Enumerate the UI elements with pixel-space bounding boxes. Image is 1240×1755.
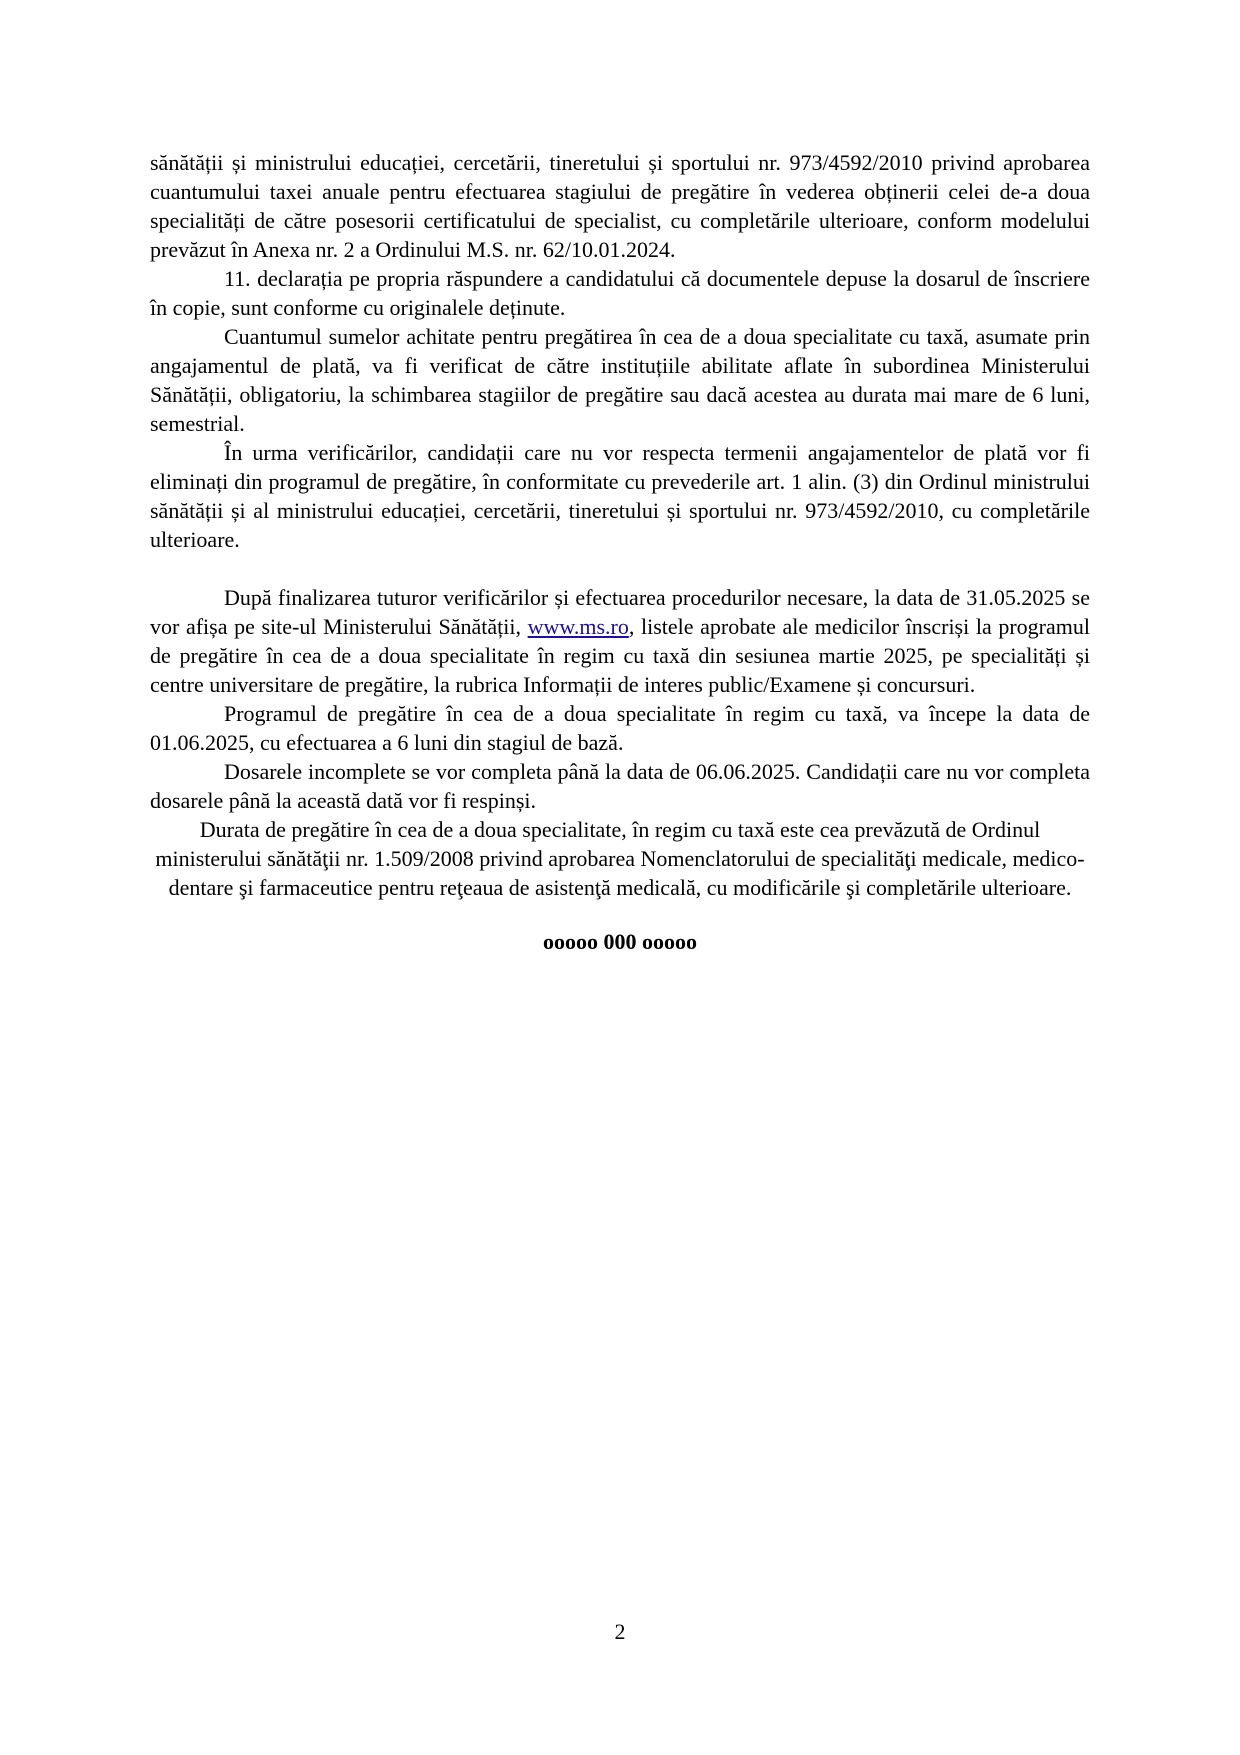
paragraph-list-publication-text-start: După finalizarea tuturor verificărilor și efectuarea procedurilor necesare, la data de 31.05.2025 se vor afișa pe site-ul Ministerului Sănătății, xyxy=(150,585,1090,639)
paragraph-payment-verification: Cuantumul sumelor achitate pentru pregătirea în cea de a doua specialitate cu taxă, asumate prin angajamentul de plată, va fi verificat de către instituțiile abilitate aflate în subordinea Ministerului Sănătății, obligatoriu, la schimbarea stagiilor de pregătire sau dacă acestea au durata mai mare de 6 luni, semestrial. xyxy=(150,324,1090,436)
section-separator: ooooo 000 ooooo xyxy=(543,929,697,954)
paragraph-list-publication-text-end: , listele aprobate ale medicilor înscriși la programul de pregătire în cea de a doua specialitate în regim cu taxă din sesiunea martie 2025, pe specialități și centre universitare de pregătire, la rubrica Informații de interes public/Examene și concursuri. xyxy=(150,614,1090,697)
paragraph-program-start: Programul de pregătire în cea de a doua specialitate în regim cu taxă, va începe la data de 01.06.2025, cu efectuarea a 6 luni din stagiul de bază. xyxy=(150,701,1090,755)
paragraph-list-publication xyxy=(150,583,1090,699)
paragraph-incomplete-files: Dosarele incomplete se vor completa până la data de 06.06.2025. Candidații care nu vor completa dosarele până la această dată vor fi respinși. xyxy=(150,759,1090,813)
paragraph-declaration-item-11: 11. declarația pe propria răspundere a candidatului că documentele depuse la dosarul de înscriere în copie, sunt conforme cu originalele deținute. xyxy=(150,266,1090,320)
ms-website-link[interactable]: www.ms.ro xyxy=(527,614,629,639)
document-body xyxy=(150,148,1090,956)
paragraph-order-reference: sănătății și ministrului educației, cercetării, tineretului și sportului nr. 973/4592/2010 privind aprobarea cuantumului taxei anuale pentru efectuarea stagiului de pregătire în vederea obținerii celei de-a doua specialități de către posesorii certificatului de specialist, cu completările ulterioare, conform modelului prevăzut în Anexa nr. 2 a Ordinului M.S. nr. 62/10.01.2024. xyxy=(150,150,1090,262)
page-number: 2 xyxy=(614,1619,626,1644)
paragraph-training-duration: Durata de pregătire în cea de a doua specialitate, în regim cu taxă este cea prevăzută de Ordinul ministerului sănătăţii nr. 1.509/2008 privind aprobarea Nomenclatorului de specialităţi medicale, medico-dentare şi farmaceutice pentru reţeaua de asistenţă medicală, cu modificările şi completările ulterioare. xyxy=(155,817,1085,900)
paragraph-elimination-notice: În urma verificărilor, candidații care nu vor respecta termenii angajamentelor de plată vor fi eliminați din programul de pregătire, în conformitate cu prevederile art. 1 alin. (3) din Ordinul ministrului sănătății și al ministrului educației, cercetării, tineretului și sportului nr. 973/4592/2010, cu completările ulterioare. xyxy=(150,440,1090,552)
